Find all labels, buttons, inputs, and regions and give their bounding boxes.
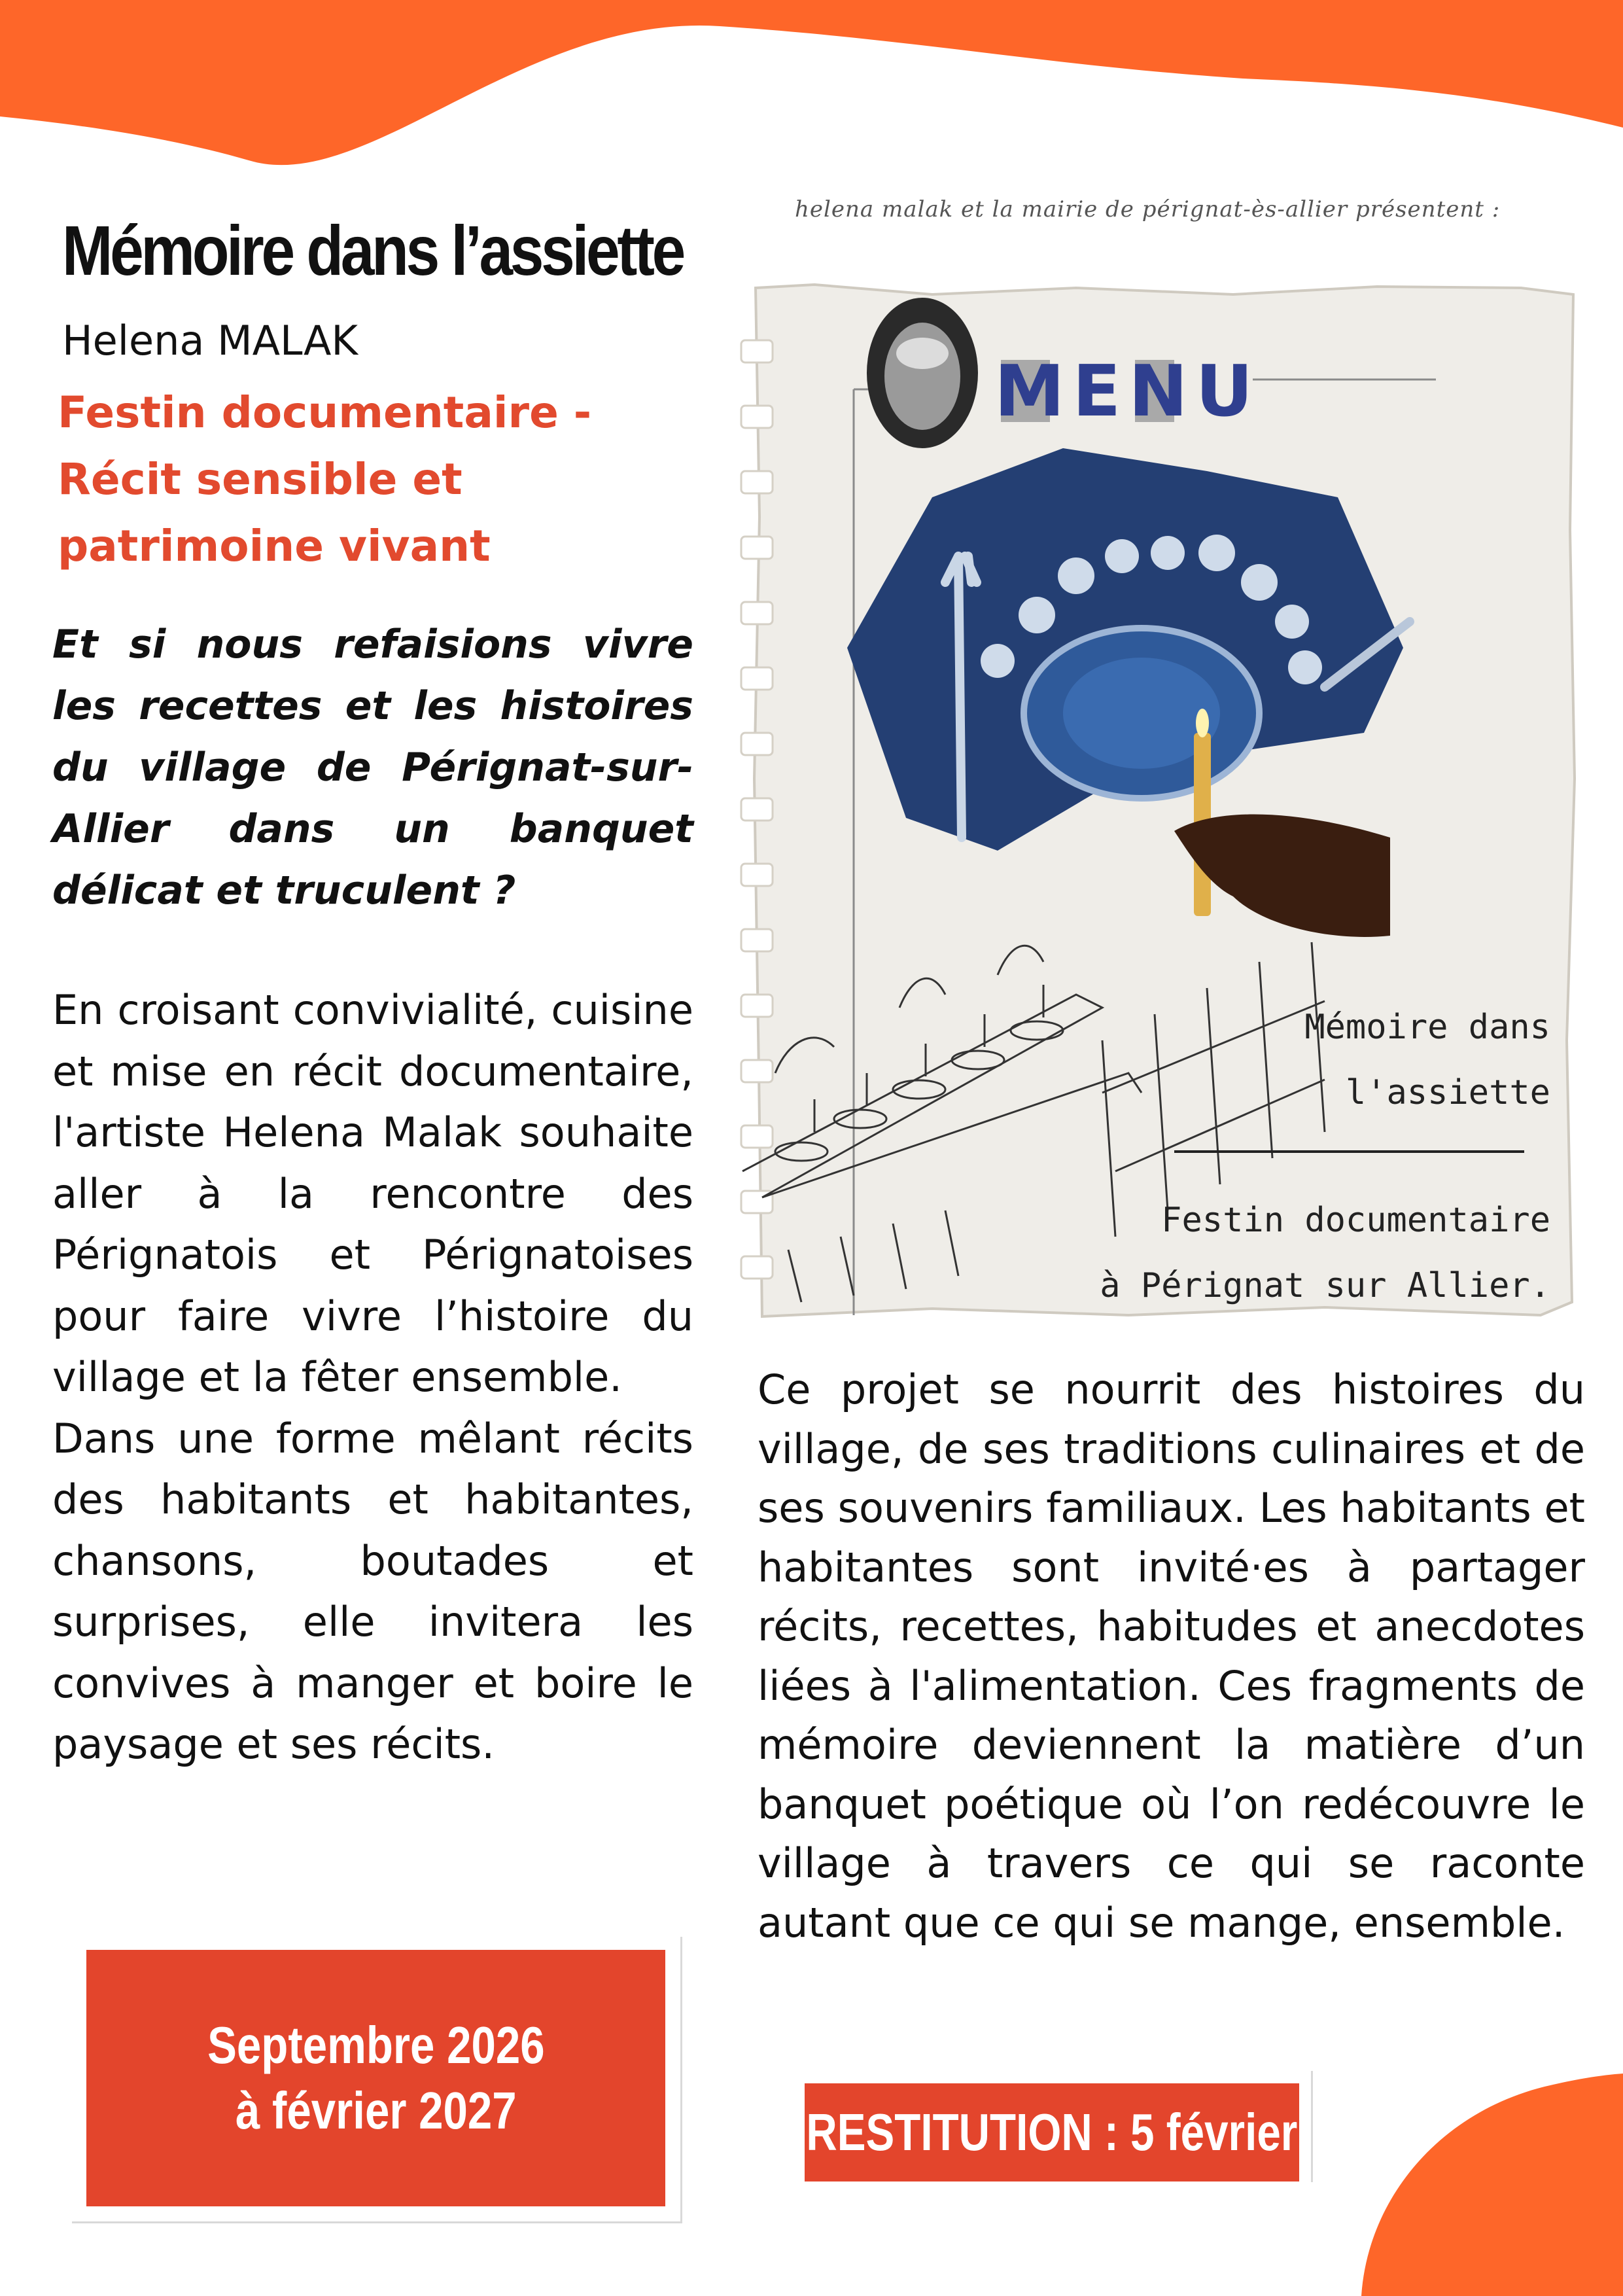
description-left xyxy=(52,980,693,1775)
poster-subtitle-line: Festin documentaire xyxy=(1161,1201,1550,1240)
date-start: Septembre 2026 xyxy=(207,2016,545,2074)
page-title: Mémoire dans l’assiette xyxy=(62,211,683,290)
description-paragraph: En croisant convivialité, cuisine et mise en récit documentaire, l'artiste Helena Malak souhaite aller à la rencontre des Pérignatois et Pérignatoises pour faire vivre l’histoire du village et la fêter ensemble. xyxy=(52,986,693,1401)
description-paragraph: Ce projet se nourrit des histoires du village, de ses traditions culinaires et de ses souvenirs familiaux. Les habitants et habitantes sont invité·es à partager récits, recettes, habitudes et anecdotes liées à l'alimentation. Ces fragments de mémoire deviennent la matière d’un banquet poétique où l’on redécouvre le village à travers ce qui se raconte autant que ce qui se mange, ensemble. xyxy=(758,1366,1585,1947)
poster-divider xyxy=(1174,1150,1524,1153)
poster-subtitle xyxy=(1021,1188,1550,1318)
poster-menu-label: MENU xyxy=(994,351,1261,433)
poster-title-line: l'assiette xyxy=(1345,1073,1550,1112)
poster-title-line: Mémoire dans xyxy=(1304,1008,1550,1047)
intro-question: Et si nous refaisions vivre les recettes et les histoires du village de Pérignat-sur-Allier dans un banquet délicat et truculent ? xyxy=(52,622,693,913)
poster-credit: helena malak et la mairie de pérignat-ès-allier présentent : xyxy=(795,196,1501,222)
description-right xyxy=(758,1360,1585,1952)
poster-subtitle-line: à Pérignat sur Allier. xyxy=(1100,1266,1550,1305)
description-paragraph: Dans une forme mêlant récits des habitants et habitantes, chansons, boutades et surprises, elle invitera les convives à manger et boire le paysage et ses récits. xyxy=(52,1414,693,1768)
date-box xyxy=(86,1950,665,2206)
poster-title xyxy=(1073,995,1550,1125)
date-range xyxy=(207,2013,544,2144)
top-wave-decoration xyxy=(0,0,1623,170)
bottom-corner-decoration xyxy=(1361,2074,1623,2296)
date-end: à février 2027 xyxy=(235,2081,517,2140)
restitution-label: RESTITUTION : 5 février xyxy=(806,2103,1298,2161)
author-name: Helena MALAK xyxy=(62,317,358,364)
event-subtitle: Festin documentaire - Récit sensible et patrimoine vivant xyxy=(58,387,592,571)
restitution-badge xyxy=(805,2083,1299,2181)
